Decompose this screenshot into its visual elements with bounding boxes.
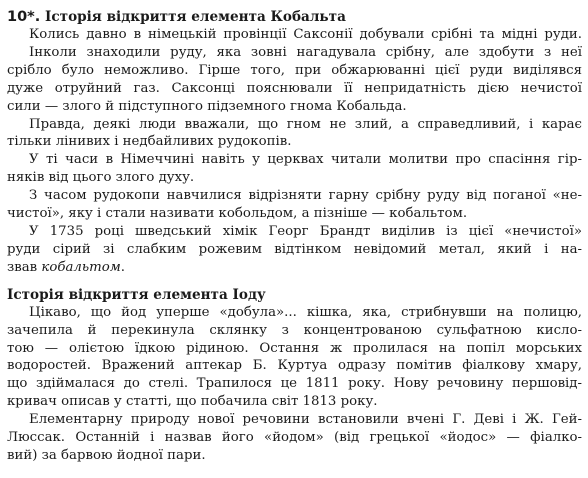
text-line: звав кобальтом. (7, 259, 125, 275)
text-line: чистої», яку і стали називати кобольдом, а пізніше — кобальтом. (7, 206, 468, 222)
text-line: Інколи знаходили руду, яка зовні нагадувала срібну, але здобути з неї (29, 44, 582, 60)
text-line: вий) за барвою йодної пари. (7, 447, 206, 463)
text-line: У 1735 році шведський хімік Георг Брандт виділив із цієї «нечистої» (29, 223, 582, 239)
text-line: Колись давно в німецькій провінції Саксонії добували срібні та мідні руди. (29, 27, 582, 42)
text-line: няків від цього злого духу. (7, 170, 195, 186)
section-title-iodine (7, 286, 582, 304)
text-line: сили — злого й підступного підземного гнома Кобальда. (7, 98, 407, 114)
section-body-iodine (7, 304, 582, 465)
text-line: що здіймалася до стелі. Трапилося це 1811 року. Нову речовину першовід- (7, 376, 582, 392)
text-line: водоростей. Вражений аптекар Б. Куртуа одразу помітив фіалкову хмару, (7, 358, 582, 374)
text-line: У ті часи в Німеччині навіть у церквах читали молитви про спасіння гір- (29, 152, 582, 168)
exercise-number: 10*. (7, 9, 41, 25)
text-line: срібло було неможливо. Гірше того, при обжарюванні цієї руди виділявся (7, 62, 582, 78)
section-title-text: Історія відкриття елемента Іоду (7, 286, 266, 303)
text-line: Елементарну природу нової речовини встановили вчені Г. Деві і Ж. Гей- (29, 412, 582, 428)
text-line: дуже отруйний газ. Саксонці пояснювали її непридатність дією нечистої (7, 80, 582, 96)
text-line: кривач описав у статті, що побачила світ 1813 року. (7, 394, 378, 410)
text-line: руди сірий зі слабким рожевим відтінком невідомий метал, який і на- (7, 241, 582, 257)
section-title-text: Історія відкриття елемента Кобальта (45, 9, 346, 25)
section-body-cobalt (7, 26, 582, 277)
text-line: тою — олієтою їдкою рідиною. Остання ж пролилася на попіл морських (7, 340, 582, 356)
text-line: Люссак. Останній і назвав його «йодом» (від грецької «йодос» — фіалко- (7, 430, 582, 446)
section-title-cobalt (7, 8, 582, 26)
text-line: Цікаво, що йод уперше «добула»... кішка, яка, стрибнувши на полицю, (29, 304, 582, 320)
text-line: Правда, деякі люди вважали, що гном не злий, а справедливий, і карає (29, 116, 582, 132)
text-line: тільки лінивих і недбайливих рудокопів. (7, 134, 292, 150)
text-line: зачепила й перекинула склянку з концентрованою сульфатною кисло- (7, 322, 582, 338)
text-line: З часом рудокопи навчилися відрізняти гарну срібну руду від поганої «не- (29, 188, 582, 204)
